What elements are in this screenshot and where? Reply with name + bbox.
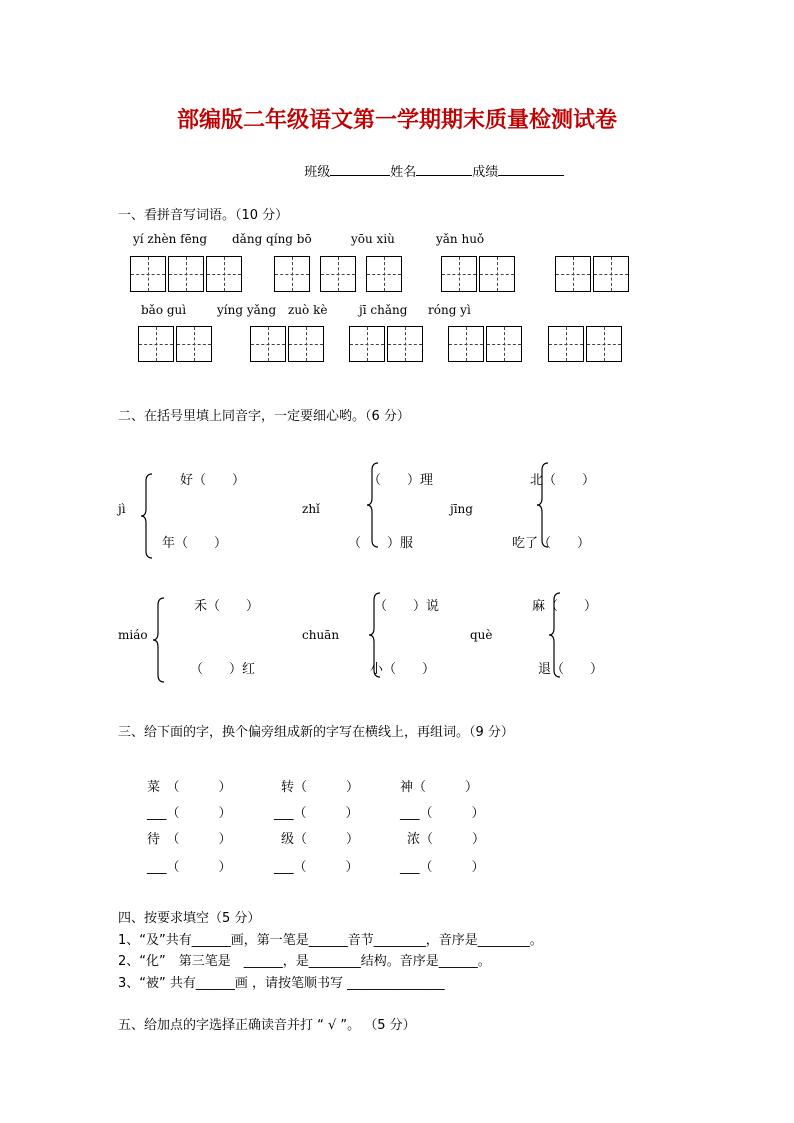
pinyin-6: yíng yǎng: [217, 303, 277, 317]
homophone-item: （ ）服: [348, 536, 414, 551]
class-label: 班级: [304, 165, 331, 180]
section-2-heading: 二、在括号里填上同音字，一定要细心哟。（6 分）: [118, 409, 410, 424]
writing-grid[interactable]: [176, 326, 212, 362]
homophone-pinyin: jì: [118, 502, 126, 516]
writing-grid[interactable]: [250, 326, 286, 362]
student-info: [296, 146, 564, 180]
radical-item: 级（ ）: [281, 832, 360, 847]
writing-grid[interactable]: [366, 256, 402, 292]
fill-line-3[interactable]: 3、“被” 共有______画 ，请按笔顺书写 _______________: [118, 976, 445, 991]
fill-line-1[interactable]: 1、“及”共有______画，第一笔是______音节________，音序是________。: [118, 933, 543, 948]
writing-grid[interactable]: [548, 326, 584, 362]
homophone-item: （ ）理: [368, 473, 434, 488]
homophone-pinyin: chuān: [302, 628, 340, 642]
pinyin-8: jī chǎng: [359, 303, 408, 317]
pinyin-4: yǎn huǒ: [436, 232, 485, 246]
homophone-item: （ ）红: [190, 662, 256, 677]
radical-blank[interactable]: ___（ ）: [147, 860, 232, 875]
homophone-pinyin: què: [470, 628, 493, 642]
section-5-heading: 五、给加点的字选择正确读音并打 “ √ ”。 （5 分）: [118, 1018, 416, 1033]
writing-grid[interactable]: [288, 326, 324, 362]
homophone-item: 禾（ ）: [194, 599, 260, 614]
writing-grid[interactable]: [441, 256, 477, 292]
homophone-pinyin: miáo: [118, 628, 148, 642]
radical-blank[interactable]: ___（ ）: [274, 860, 359, 875]
writing-grid[interactable]: [206, 256, 242, 292]
writing-grid[interactable]: [168, 256, 204, 292]
writing-grid[interactable]: [555, 256, 591, 292]
pinyin-9: róng yì: [428, 303, 471, 317]
writing-grid[interactable]: [479, 256, 515, 292]
homophone-pinyin: jīng: [450, 502, 473, 516]
fill-line-2[interactable]: 2、“化” 第三笔是 ______，是________结构。音序是______。: [118, 954, 491, 969]
writing-grid[interactable]: [320, 256, 356, 292]
pinyin-5: bǎo guì: [141, 303, 187, 317]
brace-icon: [152, 597, 166, 683]
writing-grid[interactable]: [274, 256, 310, 292]
homophone-item: 小（ ）: [370, 662, 436, 677]
section-4-heading: 四、按要求填空（5 分）: [118, 911, 261, 926]
section-3-heading: 三、给下面的字，换个偏旁组成新的字写在横线上，再组词。（9 分）: [118, 725, 514, 740]
writing-grid[interactable]: [448, 326, 484, 362]
writing-grid[interactable]: [349, 326, 385, 362]
radical-blank[interactable]: ___（ ）: [274, 806, 359, 821]
writing-grid[interactable]: [586, 326, 622, 362]
radical-blank[interactable]: ___（ ）: [400, 806, 485, 821]
radical-blank[interactable]: ___（ ）: [147, 806, 232, 821]
writing-grid[interactable]: [486, 326, 522, 362]
page-title: 部编版二年级语文第一学期期末质量检测试卷: [176, 108, 617, 133]
score-blank[interactable]: [498, 175, 564, 176]
class-blank[interactable]: [330, 175, 390, 176]
writing-grid[interactable]: [130, 256, 166, 292]
name-blank[interactable]: [416, 175, 472, 176]
radical-item: 菜 （ ）: [147, 780, 232, 795]
score-label: 成绩: [472, 165, 499, 180]
homophone-item: 年（ ）: [162, 536, 228, 551]
homophone-item: （ ）说: [374, 599, 440, 614]
homophone-item: 吃了（ ）: [512, 536, 591, 551]
pinyin-3: yōu xiù: [351, 232, 395, 246]
radical-item: 转（ ）: [281, 780, 360, 795]
writing-grid[interactable]: [387, 326, 423, 362]
writing-grid[interactable]: [593, 256, 629, 292]
radical-item: 神（ ）: [400, 780, 479, 795]
name-label: 姓名: [390, 165, 417, 180]
radical-item: 待 （ ）: [147, 832, 232, 847]
pinyin-7: zuò kè: [288, 303, 328, 317]
pinyin-2: dǎng qíng bō: [232, 232, 312, 246]
pinyin-1: yí zhèn fēng: [133, 232, 208, 246]
section-1-heading: 一、看拼音写词语。（10 分）: [118, 208, 289, 223]
homophone-item: 北（ ）: [530, 473, 596, 488]
homophone-item: 退（ ）: [538, 662, 604, 677]
homophone-pinyin: zhǐ: [302, 502, 320, 516]
radical-blank[interactable]: ___（ ）: [400, 860, 485, 875]
brace-icon: [140, 473, 154, 559]
homophone-item: 好（ ）: [180, 473, 246, 488]
homophone-item: 麻（ ）: [532, 599, 598, 614]
radical-item: 浓（ ）: [407, 832, 486, 847]
writing-grid[interactable]: [138, 326, 174, 362]
